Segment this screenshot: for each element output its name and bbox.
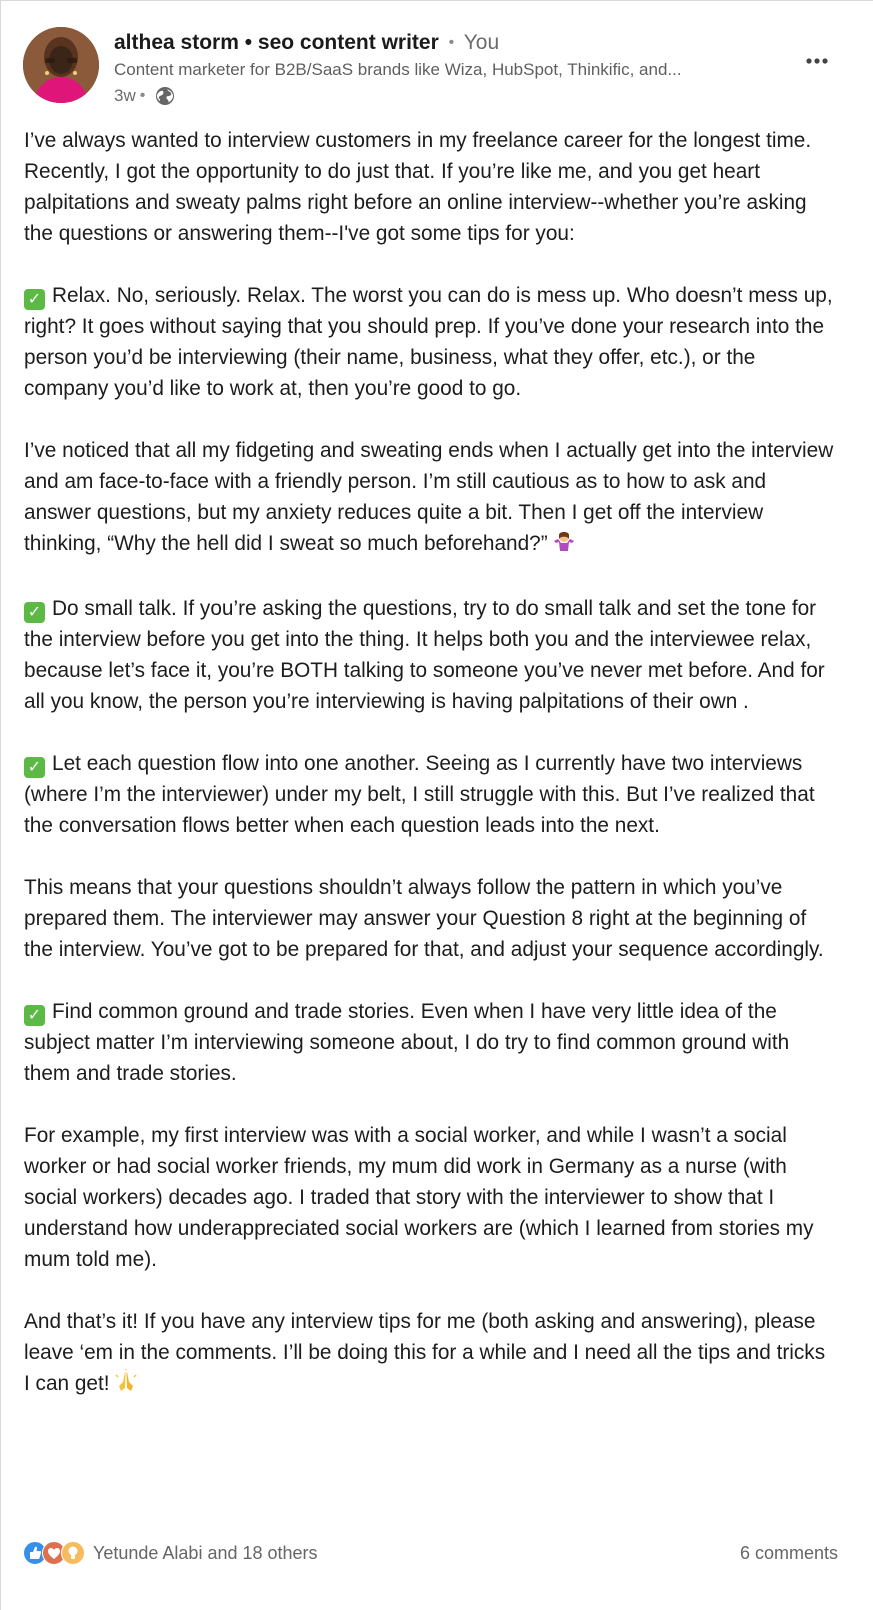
- post-paragraph-tip-4: [24, 996, 834, 1089]
- author-name-line: [114, 29, 814, 57]
- separator-dot: •: [139, 87, 146, 105]
- post-paragraph-tip-3-followup: This means that your questions shouldn’t always follow the pattern in which you’ve prepared them. The interviewer may answer your Question 8 right at the beginning of the interview. You’ve got to be prepared for that, and adjust your sequence accordingly.: [24, 876, 824, 961]
- post-header: [23, 27, 853, 109]
- author-headline: Content marketer for B2B/SaaS brands like Wiza, HubSpot, Thinkific, and...: [114, 60, 682, 80]
- post-paragraph-outro: [24, 1306, 834, 1402]
- woman-shrugging-icon: [552, 529, 576, 562]
- post-paragraph-tip-2: [24, 593, 834, 717]
- author-meta: [114, 29, 814, 109]
- social-counts-bar: [23, 1539, 843, 1567]
- tip-2-text: Do small talk. If you’re asking the questions, try to do small talk and set the tone for the interview before you get into the thing. It helps both you and the interviewee relax, because let’s face it, you’re BOTH talking to someone you’ve never met before. And for all you know, the person you’re interviewing is having palpitations of their own .: [24, 597, 825, 713]
- check-mark-button-icon: ✓: [24, 1005, 45, 1026]
- check-mark-button-icon: ✓: [24, 602, 45, 623]
- post-paragraph-tip-1-followup: [24, 435, 834, 562]
- post-paragraph-intro: I’ve always wanted to interview customers in my freelance career for the longest time. Recently, I got the opportunity to do just that. If you’re like me, and you get heart palpitations and sweaty palms right before an online interview--whether you’re asking the questions or answering them--I've got some tips for you:: [24, 129, 812, 245]
- separator-dot: •: [448, 34, 455, 52]
- post-paragraph-tip-3: [24, 748, 834, 841]
- reaction-icons[interactable]: [23, 1541, 89, 1565]
- post-body: [24, 125, 834, 1402]
- post-paragraph-tip-1: [24, 280, 834, 404]
- author-avatar[interactable]: [23, 27, 99, 103]
- tip-4-text: Find common ground and trade stories. Even when I have very little idea of the subject matter I’m interviewing someone about, I do try to find common ground with them and trade stories.: [24, 1000, 790, 1085]
- outro-text: And that’s it! If you have any interview tips for me (both asking and answering), please leave ‘em in the comments. I’ll be doing this for a while and I need all the tips and tricks I can get!: [24, 1310, 826, 1395]
- check-mark-button-icon: ✓: [24, 289, 45, 310]
- reactions-summary-link[interactable]: Yetunde Alabi and 18 others: [93, 1543, 318, 1563]
- comments-count-link[interactable]: 6 comments: [739, 1543, 838, 1563]
- tip-1-followup-text: I’ve noticed that all my fidgeting and sweating ends when I actually get into the interview and am face-to-face with a friendly person. I’m still cautious as to how to ask and answer questions, but my anxiety reduces quite a bit. Then I get off the interview thinking, “Why the hell did I sweat so much beforehand?”: [24, 439, 834, 555]
- folded-hands-icon: [114, 1369, 138, 1402]
- post-timestamp: 3w: [114, 86, 136, 106]
- profile-photo-icon: [23, 27, 99, 103]
- tip-1-text: Relax. No, seriously. Relax. The worst you can do is mess up. Who doesn’t mess up, right? It goes without saying that you should prep. If you’ve done your research into the person you’d be interviewing (their name, business, what they offer, etc.), or the company you’d like to work at, then you’re good to go.: [24, 284, 833, 400]
- post-paragraph-tip-4-followup: For example, my first interview was with a social worker, and while I wasn’t a social worker or had social worker friends, my mum did work in Germany as a nurse (with social workers) decades ago. I traded that story with the interviewer to show that I understand how underappreciated social workers are (which I learned from stories my mum told me).: [24, 1124, 814, 1271]
- check-mark-button-icon: ✓: [24, 757, 45, 778]
- author-name[interactable]: althea storm • seo content writer: [114, 31, 439, 54]
- tip-3-text: Let each question flow into one another. Seeing as I currently have two interviews (where I’m the interviewer) under my belt, I still struggle with this. But I’ve realized that the conversation flows better when each question leads into the next.: [24, 752, 815, 837]
- more-horizontal-icon: [803, 51, 833, 71]
- insightful-icon: [61, 1541, 85, 1565]
- more-options-button[interactable]: [803, 51, 833, 71]
- author-relation: You: [463, 31, 500, 54]
- post-timestamp-line: [114, 83, 814, 109]
- globe-icon: [155, 86, 175, 106]
